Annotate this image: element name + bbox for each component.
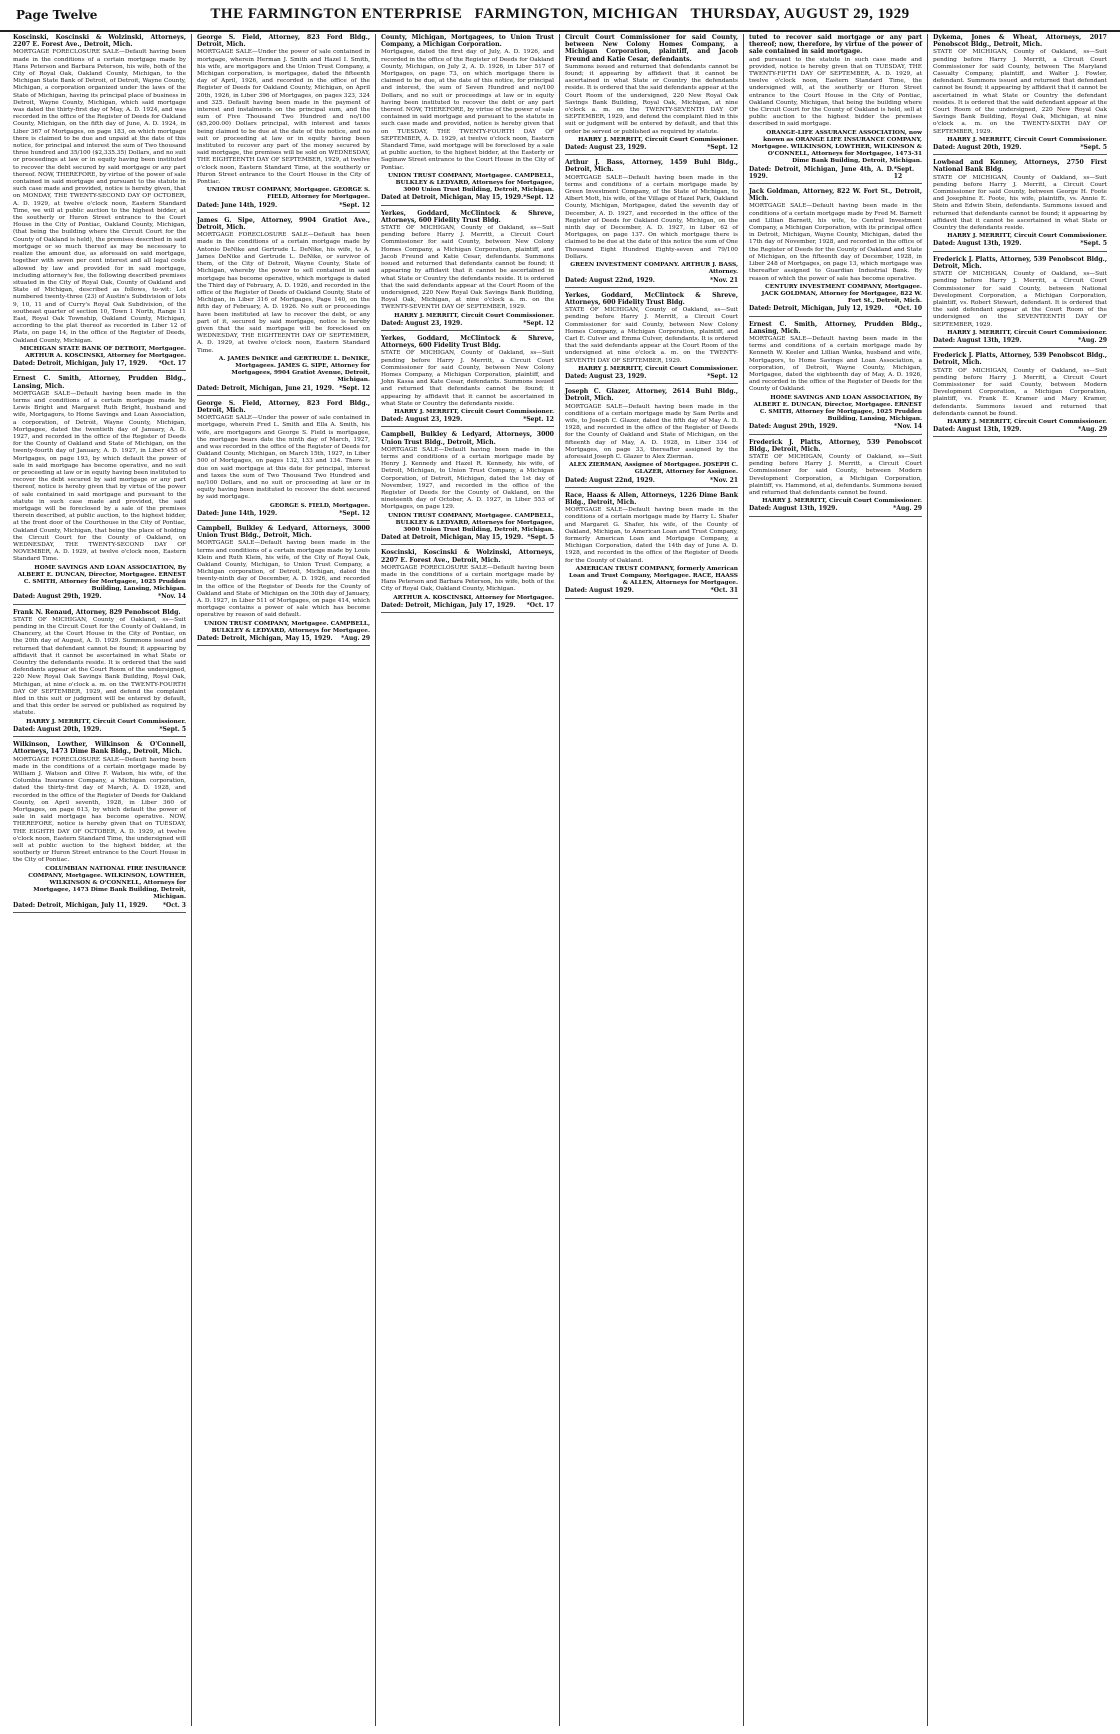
notice-run-date: *Aug. 29 — [893, 505, 922, 513]
notice-signature: HARRY J. MERRITT, Circuit Court Commissioner. — [578, 136, 738, 143]
notice-heading: Yerkes, Goddard, McClintock & Shreve, Attorneys, 600 Fidelity Trust Bldg. — [565, 291, 738, 306]
notice-date: Dated: August 23, 1929. — [565, 144, 647, 152]
notice-date: Dated: Detroit, Michigan, July 12, 1929. — [749, 305, 884, 313]
column-1 — [8, 34, 192, 1726]
notice-date: Dated: August 29th, 1929. — [749, 423, 838, 431]
notice-body: MORTGAGE SALE—Default having been made in the terms and conditions of a certain mortgage made by Lewis Bright and Margaret Ruth Bright, husband and wife, Mortgagors, to Home Savings and Loan Association, a corporation, of Detroit, Wayne County, Michigan, Mortgagee, dated the twentieth day of January, A. D. 1927, and recorded in the office of the Register of Deeds for the County of Oakland and State of Michigan, on the twenty-fourth day of January, A. D. 1927, in Liber 455 of Mortgages, on page 193, by which default the power of sale in said mortgage has become operative, and no suit or proceeding at law or in equity having been instituted to recover the debt secured by said mortgage or any part thereof, notice is hereby given that by virtue of the power of sale contained in said mortgage and pursuant to the statute in such case made and provided, the said mortgage will be foreclosed by a sale of the premises therein described, at public auction, to the highest bidder, at the front door of the Courthouse in the City of Pontiac, Oakland County, Michigan, that being the place of holding the Circuit Court for the County of Oakland, on WEDNESDAY, THE TWENTY-SECOND DAY OF NOVEMBER, A. D. 1929, at twelve o'clock noon, Eastern Standard Time. — [13, 390, 186, 563]
notice-run-date: *Sept. 12 — [339, 384, 370, 392]
paper-name: THE FARMINGTON ENTERPRISE — [210, 6, 463, 22]
notice-footer — [749, 423, 922, 430]
notice-body: MORTGAGE SALE—Default having been made in the conditions of a certain mortgage made by Sam Perlis and wife, to Joseph C. Glazer, dated the fifth day of May A. D. 1928, and recorded in the office of the Register of Deeds for the County of Oakland and State of Michigan, on the fifteenth day of May, A. D. 1928, in Liber 334 of Mortgages, on page 33, thereafter assigned by the aforesaid Joseph C. Glazer to Alex Zierman. — [565, 403, 738, 460]
legal-notice — [749, 321, 922, 435]
notice-body: MORTGAGE SALE—Default having been made in the terms and conditions of a certain mortgage made by Henry J. Kennedy and Hazel R. Kennedy, his wife, of Detroit, Michigan, to Union Trust Company, a Michigan Corporation, of Detroit, Michigan, dated the 1st day of November, 1927, and recorded in the office of the Register of Deeds for the County of Oakland, on the nineteenth day of October, A. D. 1927, in Liber 553 of Mortgages, on page 129. — [381, 446, 554, 511]
legal-notice — [197, 217, 370, 396]
notice-footer — [749, 166, 922, 180]
notice-run-date: *Sept. 12 — [523, 194, 554, 202]
notice-signature: HARRY J. MERRITT, Circuit Court Commissioner. — [394, 408, 554, 415]
notice-signature: UNION TRUST COMPANY, Mortgagee. GEORGE S. FIELD, Attorney for Mortgagee. — [206, 187, 370, 201]
notice-body: MORTGAGE FORECLOSURE SALE—Default having been made in the conditions of a certain mortgage made by Hans Peterson and Barbara Peterson, his wife, both of the City of Royal Oak, Oakland County, Michigan. — [381, 564, 554, 593]
notice-date: Dated at Detroit, Michigan, May 15, 1929. — [381, 194, 524, 202]
legal-notice — [565, 388, 738, 488]
notice-body: MORTGAGE SALE—Under the power of sale contained in mortgage, wherein Herman J. Smith and Hazel I. Smith, his wife, are mortgagors and the Union Trust Company, a Michigan corporation, is mortgagee, dated the fifteenth day of April, 1926, and recorded in the office of the Register of Deeds for Oakland County, Michigan, on April 20th, 1926, in Liber 396 of Mortgages, on pages 323, 324 and 325. Default having been made in the payment of interest and instalments on the principal sum, and the sum of Five Thousand Two Hundred and no/100 ($5,200.00) Dollars principal, with interest and taxes being claimed to be due at the date of this notice, and no suit or proceeding at law or in equity having been instituted to recover any part of the money secured by said mortgage, the premises will be sold on WEDNESDAY, THE EIGHTEENTH DAY OF SEPTEMBER, 1929, at twelve o'clock noon, Eastern Standard Time, at the southerly or Huron Street entrance to the Court House in the City of Pontiac. — [197, 49, 370, 186]
notice-footer — [933, 426, 1107, 433]
notice-date: Dated: August 23, 1929. — [381, 416, 463, 424]
notice-date: Dated at Detroit, Michigan, May 15, 1929. — [381, 534, 524, 542]
notice-run-date: *Nov. 14 — [893, 423, 922, 431]
notice-body: Mortgagee, dated the first day of July, A. D. 1926, and recorded in the office of the Register of Deeds for Oakland County, Michigan, on July 2, A. D. 1926, in Liber 517 of Mortgages, on page 73, on which mortgage there is claimed to be due, at the date of this notice, for principal and interest, the sum of Seven Hundred and no/100 Dollars, and no suit or proceedings at law or in equity having been instituted to recover the debt or any part thereof. NOW, THEREFORE, by virtue of the power of sale contained in said mortgage and pursuant to the statute in such case made and provided, notice is hereby given that on TUESDAY, THE TWENTY-FOURTH DAY OF SEPTEMBER, A. D. 1929, at twelve o'clock noon, Eastern Standard Time, said mortgage will be foreclosed by a sale at public auction, to the highest bidder, at the Easterly or Saginaw Street entrance to the Court House in the City of Pontiac. — [381, 49, 554, 171]
legal-notice — [749, 34, 922, 184]
notice-heading: George S. Field, Attorney, 823 Ford Bldg., Detroit, Mich. — [197, 399, 370, 414]
notice-run-date: *Nov. 21 — [709, 276, 738, 284]
notice-footer — [197, 635, 370, 642]
notice-body: and pursuant to the statute in such case made and provided, notice is hereby given that on TUESDAY, THE TWENTY-FIFTH DAY OF SEPTEMBER, A. D. 1929, at twelve o'clock noon, Eastern Standard Time, the undersigned will, at the southerly or Huron Street entrance to the Court House in the City of Pontiac, Oakland County, Michigan, that being the building where the Circuit Court for the County of Oakland is held, sell at public auction to the highest bidder the premises described in said mortgage. — [749, 56, 922, 128]
notice-signature: UNION TRUST COMPANY, Mortgagee. CAMPBELL, BULKLEY & LEDYARD, Attorneys for Mortgagee, 3000 Union Trust Building, Detroit, Michigan. — [387, 172, 554, 194]
notice-signature: HOME SAVINGS AND LOAN ASSOCIATION, By ALBERT E. DUNCAN, Director, Mortgagee. ERNEST C. SMITH, Attorney for Mortgagee, 1025 Prudden Building, Lansing, Michigan. — [17, 564, 186, 593]
notice-date: Dated: August 13th, 1929. — [933, 336, 1022, 344]
notice-run-date: *Sept. 12 — [523, 319, 554, 327]
notice-signature: UNION TRUST COMPANY, Mortgagee. CAMPBELL, BULKLEY & LEDYARD, Attorneys for Mortgagee, 3000 Union Trust Building, Detroit, Michigan. — [387, 512, 554, 533]
notice-footer — [565, 373, 738, 380]
notice-heading: Ernest C. Smith, Attorney, Prudden Bldg., Lansing, Mich. — [13, 375, 186, 390]
legal-notice — [565, 492, 738, 599]
notice-footer — [13, 726, 186, 733]
notice-signature: COLUMBIAN NATIONAL FIRE INSURANCE COMPANY, Mortgagee. WILKINSON, LOWTHER, WILKINSON & O'CONNELL, Attorneys for Mortgagee, 1473 Dime Bank Building, Detroit, Michigan. — [28, 865, 186, 901]
legal-notice — [565, 159, 738, 287]
notice-footer — [197, 202, 370, 209]
notice-date: Dated: August 29th, 1929. — [13, 593, 102, 601]
notice-run-date: *Sept. 5 — [159, 725, 186, 733]
notice-footer — [197, 385, 370, 392]
legal-notice — [933, 256, 1107, 348]
notice-heading: Frank N. Renaud, Attorney, 829 Penobscot Bldg. — [13, 608, 181, 616]
notice-run-date: *Sept. 12 — [523, 416, 554, 424]
notice-run-date: *Sept. 12 — [707, 144, 738, 152]
notice-run-date: *Sept. 12 — [707, 372, 738, 380]
notice-heading: Dykema, Jones & Wheat, Attorneys, 2017 Penobscot Bldg., Detroit, Mich. — [933, 34, 1107, 49]
notice-date: Dated: August 13th, 1929. — [933, 426, 1022, 434]
notice-date: Dated: Detroit, Michigan, June 4th, A. D. 1929. — [749, 165, 894, 180]
legal-notice — [13, 741, 186, 913]
newspaper-title — [0, 6, 1120, 23]
notice-date: Dated: August 13th, 1929. — [933, 240, 1022, 248]
notice-signature: HARRY J. MERRITT, Circuit Court Commissioner. — [762, 498, 922, 505]
notice-heading: Circuit Court Commissioner for said County, between New Colony Homes Company, a Michigan Corporation, plaintiff, and Jacob Freund and Katie Cesar, defendants. — [565, 34, 738, 63]
notice-heading: Lowbead and Kenney, Attorneys, 2750 First National Bank Bldg. — [933, 159, 1107, 174]
notice-footer — [565, 477, 738, 484]
notice-run-date: *Oct. 17 — [526, 601, 554, 609]
notice-body: STATE OF MICHIGAN, County of Oakland, ss—Suit pending before Harry J. Merritt, a Circuit Court Commissioner for said County, between Modern Development Corporation, a Michigan Corporation, plaintiff, vs. Hammond, et al, defendants. Summons issued and returned that defendants cannot be found. — [749, 453, 922, 496]
column-3 — [376, 34, 560, 1726]
notice-body: MORTGAGE SALE—Default having been made in the conditions of a certain mortgage made by Fred M. Barnett and Lillian Barnett, his wife, to Central Investment Company, a Michigan Corporation, with its principal office in Detroit, Michigan, Wayne County, Michigan, dated the 17th day of November, 1928, and recorded in the office of the Register of Deeds for the County of Oakland and State of Michigan, on the fifteenth day of December, 1928, in Liber 248 of Mortgages, on page 13, which mortgage was thereafter assigned to Guardian Industrial Bank. By reason of which the power of sale has become operative. — [749, 203, 922, 282]
notice-heading: Ernest C. Smith, Attorney, Prudden Bldg., Lansing, Mich. — [749, 320, 922, 335]
notice-body: MORTGAGE SALE—Default having been made in the terms and conditions of a certain mortgage made by Louis Klein and Ruth Klein, his wife, of the City of Royal Oak, Oakland County, Michigan, to Union Trust Company, a Michigan corporation, of Detroit, Michigan, dated the twenty-ninth day of December, A. D. 1926, and recorded in the office of the Register of Deeds for the County of Oakland and State of Michigan on the 30th day of January, A. D. 1927, in Liber 511 of Mortgages, on page 414, which mortgage contains a power of sale which has become operative by reason of said default. — [197, 540, 370, 619]
notice-run-date: *Sept. 5 — [527, 534, 554, 542]
notice-signature: MICHIGAN STATE BANK OF DETROIT, Mortgagee. ARTHUR A. KOSCINSKI, Attorney for Mortgagee. — [19, 345, 186, 359]
legal-notice — [749, 188, 922, 316]
notice-heading: Wilkinson, Lowther, Wilkinson & O'Connell, Attorneys, 1473 Dime Bank Bldg., Detroit, Mich. — [13, 741, 186, 756]
notice-date: Dated: August 22nd, 1929. — [565, 276, 655, 284]
legal-notice — [197, 34, 370, 213]
page-number: Page Twelve — [16, 8, 98, 22]
legal-notice — [933, 352, 1107, 437]
notice-signature: HARRY J. MERRITT, Circuit Court Commissioner. — [394, 312, 554, 319]
column-2 — [192, 34, 376, 1726]
notice-footer — [749, 505, 922, 512]
notice-signature: ALEX ZIERMAN, Assignee of Mortgagee. JOSEPH C. GLAZER, Attorney for Assignee. — [569, 462, 738, 476]
notice-signature: GREEN INVESTMENT COMPANY. ARTHUR J. BASS, Attorney. — [570, 262, 738, 276]
notice-run-date: *Aug. 29 — [341, 635, 370, 643]
notice-body: MORTGAGE SALE—Default having been made in the terms and conditions of a certain mortgage made by Green Investment Company, of the State of Michigan, to Albert Mott, his wife, of the Village of Hazel Park, Oakland County, Michigan, Mortgagee, dated the seventh day of December, A. D. 1927, and recorded in the office of the Register of Deeds for Oakland County, Michigan, on the ninth day of December, A. D. 1927, in Liber 62 of Mortgages, on page 137. On which mortgage there is claimed to be due at the date of this notice the sum of One Thousand Eight Hundred Eighty-seven and 79/100 Dollars. — [565, 174, 738, 260]
column-5 — [744, 34, 928, 1726]
notice-run-date: *Sept. 12 — [893, 165, 915, 180]
notice-body: MORTGAGE SALE—Default having been made in the conditions of a certain mortgage made by Harry L. Shafer and Margaret G. Shafer, his wife, of the County of Oakland, Michigan, to American Loan and Trust Company, formerly American Loan and Mortgage Company, a Michigan Corporation, dated the 14th day of June A. D. 1928, and recorded in the office of the Register of Deeds for the County of Oakland. — [565, 507, 738, 564]
legal-notice — [933, 34, 1107, 155]
notice-signature: AMERICAN TRUST COMPANY, formerly American Loan and Trust Company, Mortgagee. RACE, HAASS & ALLEN, Attorneys for Mortgagee. — [569, 565, 738, 587]
notice-body: STATE OF MICHIGAN, County of Oakland, ss—Suit pending in the Circuit Court for the County of Oakland, in Chancery, at the Court House in the City of Pontiac, on the 20th day of August, A. D. 1929. Summons issued and returned that defendant cannot be found; it appearing by affidavit that it cannot be ascertained in what State or Country the defendants reside. It is ordered that the said defendants appear at the Court Room of the undersigned, 220 New Royal Oak Savings Bank Building, Royal Oak, Michigan, at nine o'clock a. m. on the TWENTY-FOURTH DAY OF SEPTEMBER, 1929, and defend the complaint filed in this suit or judgment will be entered by default, and that this order be served or published as required by statute. — [13, 616, 186, 717]
legal-notice — [13, 34, 186, 371]
notice-date: Dated: June 14th, 1929. — [197, 509, 278, 517]
notice-run-date: *Sept. 12 — [339, 509, 370, 517]
notice-run-date: *Sept. 5 — [1080, 240, 1107, 248]
notice-heading: Yerkes, Goddard, McClintock & Shreve, Attorneys, 600 Fidelity Trust Bldg. — [381, 209, 554, 224]
notice-signature: ORANGE-LIFE ASSURANCE ASSOCIATION, now known as ORANGE LIFE INSURANCE COMPANY, Mortgagee. WILKINSON, LOWTHER, WILKINSON & O'CONNELL, Attorneys for Mortgagee, 1473-31 Dime Bank Building, Detroit, Michigan. — [751, 129, 922, 165]
legal-notice — [381, 549, 554, 613]
notice-heading: tuted to recover said mortgage or any part thereof; now, therefore, by virtue of the power of sale contained in said mortgage. — [749, 34, 922, 56]
notice-signature: HARRY J. MERRITT, Circuit Court Commissioner. — [578, 365, 738, 372]
notice-footer — [13, 593, 186, 600]
notice-heading: Koscinski, Koscinski & Wolzinski, Attorneys, 2207 E. Forest Ave., Detroit, Mich. — [13, 34, 186, 49]
notice-body: MORTGAGE SALE—Default having been made in the terms and conditions of a certain mortgage made by Kenneth W. Keeler and Lillian Wanka, husband and wife, Mortgagors, to Home Savings and Loan Association, a corporation, of Detroit, Wayne County, Michigan, Mortgagee, dated the eighteenth day of May, A. D. 1926, and recorded in the office of the Register of Deeds for the County of Oakland. — [749, 335, 922, 393]
notice-date: Dated: August 13th, 1929. — [749, 505, 838, 513]
notice-body: STATE OF MICHIGAN, County of Oakland, ss—Suit pending before Harry J. Merritt, a Circuit Court Commissioner for said County, between The Maryland Casualty Company, plaintiff, and Walter J. Fowler, defendant. Summons issued and returned that defendant cannot be found; it appearing by affidavit that it cannot be ascertained in what State or Country the defendant resides. It is ordered that the said defendant appear at the Court Room of the undersigned, 220 New Royal Oak Savings Bank Building, Royal Oak, Michigan, at nine o'clock a. m. on the TWENTY-SIXTH DAY OF SEPTEMBER, 1929. — [933, 49, 1107, 135]
notice-run-date: *Aug. 29 — [1078, 426, 1107, 434]
notice-heading: Arthur J. Bass, Attorney, 1459 Buhl Bldg., Detroit, Mich. — [565, 159, 738, 174]
masthead — [0, 0, 1120, 32]
notice-body: MORTGAGE FORECLOSURE SALE—Default having been made in the conditions of a certain mortgage made by Hans Peterson and Barbara Peterson, his wife, both of the City of Royal Oak, Oakland County, Michigan, to the Michigan State Bank of Detroit, of Detroit, Wayne County, Michigan, a corporation organized under the laws of the State of Michigan, having its principal place of business in Detroit, Wayne County, Michigan, which said mortgage was dated the thirty-first day of May, A. D. 1924, and was recorded in the office of the Register of Deeds for Oakland County, Michigan, on the fifth day of June, A. D. 1924, in Liber 367 of Mortgages, on page 183, on which mortgage there is claimed to be due and unpaid at the date of this notice, for principal and interest the sum of Two thousand three hundred and 35/100 ($2,335.35) Dollars, and no suit or proceedings at law or in equity having been instituted to recover the debt secured by said mortgage or any part thereof. NOW, THEREFORE, by virtue of the power of sale contained in said mortgage and pursuant to the statute in such case made and provided, notice is hereby given, that on MONDAY, THE TWENTY-SECOND DAY OF OCTOBER, A. D. 1929, at twelve o'clock noon, Eastern Standard Time, we will at public auction to the highest bidder, at the southerly or Huron Street entrance to the Court House in the City of Pontiac, Oakland County, Michigan, (that being the building where the Circuit Court for the County of Oakland is held), the premises described in said mortgage or so much thereof as may be necessary to realize the amount due, as aforesaid on said mortgage, together with seven per cent interest and all legal costs allowed by law and provided for in said mortgage, including attorney's fee, the following described premises situated in the City of Royal Oak, County of Oakland and State of Michigan, described as follows, to-wit: Lot numbered twenty-three (23) of Austin's Subdivision of lots 9, 10, 11 and of Curry's Royal Oak Subdivision, of the southeast quarter of section 10, Town 1 North, Range 11 East, Royal Oak Township, Oakland County, Michigan, according to the plat thereof as recorded in Liber 12 of Plats, on page 14, in the office of the Register of Deeds, Oakland County, Michigan. — [13, 49, 186, 344]
notice-body: STATE OF MICHIGAN, County of Oakland, ss—Suit pending before Harry J. Merritt, a Circuit Court Commissioner for said County, between New Colony Homes Company, a Michigan Corporation, plaintiff, and Jacob Freund and Katie Cesar, defendants. Summons issued and returned that defendants cannot be found; it appearing by affidavit that it cannot be ascertained in what State or Country the defendants reside. It is ordered that the said defendants appear at the Court Room of the undersigned, 220 New Royal Oak Savings Bank Building, Royal Oak, Michigan, at nine o'clock a. m. on the TWENTY-SEVENTH DAY OF SEPTEMBER, 1929. — [381, 225, 554, 311]
notice-run-date: *Oct. 31 — [710, 587, 738, 595]
notice-date: Dated: Detroit, Michigan, July 17, 1929. — [381, 601, 516, 609]
notice-body: STATE OF MICHIGAN, County of Oakland, ss—Suit pending before Harry J. Merritt, a Circuit Court Commissioner for said County, between New Colony Homes Company, a Michigan Corporation, plaintiff, and John Kassa and Kate Cesar, defendants. Summons issued and returned that defendants cannot be found; it appearing by affidavit that it cannot be ascertained in what State or Country the defendants reside. — [381, 350, 554, 407]
notice-run-date: *Oct. 17 — [158, 360, 186, 368]
notice-signature: CENTURY INVESTMENT COMPANY, Mortgagee. JACK GOLDMAN, Attorney for Mortgagee, 822 W. Fort St., Detroit, Mich. — [761, 283, 922, 305]
legal-notice — [13, 609, 186, 737]
notice-date: Dated: August 23, 1929. — [381, 319, 463, 327]
notice-run-date: *Sept. 5 — [1080, 144, 1107, 152]
notice-signature: A. JAMES DeNIKE and GERTRUDE L. DeNIKE, Mortgagees. JAMES G. SIPE, Attorney for Mortgagees, 9904 Gratiot Avenue, Detroit, Michigan. — [218, 355, 370, 384]
notice-body: STATE OF MICHIGAN, County of Oakland, ss—Suit pending before Harry J. Merritt, a Circuit Court Commissioner for said County, between New Colony Homes Company, a Michigan Corporation, plaintiff, and Carl E. Culver and Emma Culver, defendants. It is ordered that the said defendants appear at the Court Room of the undersigned at nine o'clock a. m. on the TWENTY-SEVENTH DAY OF SEPTEMBER, 1929. — [565, 307, 738, 364]
notice-run-date: *Nov. 14 — [157, 593, 186, 601]
notice-heading: Race, Haass & Allen, Attorneys, 1226 Dime Bank Bldg., Detroit, Mich. — [565, 491, 738, 506]
notice-heading: Campbell, Bulkley & Ledyard, Attorneys, 3000 Union Trust Bldg., Detroit, Mich. — [197, 525, 370, 540]
notice-date: Dated: Detroit, Michigan, June 21, 1929. — [197, 384, 334, 392]
notice-columns — [8, 34, 1112, 1726]
notice-date: Dated: August 20th, 1929. — [933, 144, 1022, 152]
notice-footer — [933, 337, 1107, 344]
legal-notice — [381, 335, 554, 427]
notice-date: Dated: Detroit, Michigan, July 17, 1929. — [13, 360, 148, 368]
notice-body: MORTGAGE FORECLOSURE SALE—Default having been made in the conditions of a certain mortgage made by William J. Watson and Olive F. Watson, his wife, of the Columbia Insurance Company, a Michigan corporation, dated the thirty-first day of March, A. D. 1928, and recorded in the office of the Register of Deeds for Oakland County, on April seventh, 1928, in Liber 360 of Mortgages, on page 613, by which default the power of sale in said mortgage has become operative. NOW, THEREFORE, notice is hereby given that on TUESDAY, THE EIGHTH DAY OF OCTOBER, A. D. 1929, at twelve o'clock noon, Eastern Standard Time, the undersigned will sell at public auction to the highest bidder, at the southerly or Huron Street entrance to the Court House in the City of Pontiac. — [13, 756, 186, 864]
notice-heading: George S. Field, Attorney, 823 Ford Bldg., Detroit, Mich. — [197, 34, 370, 49]
legal-notice — [197, 400, 370, 521]
notice-footer — [197, 510, 370, 517]
notice-signature: HOME SAVINGS AND LOAN ASSOCIATION, By ALBERT E. DUNCAN, Director, Mortgagee. ERNEST C. SMITH, Attorney for Mortgagee, 1025 Prudden Building, Lansing, Michigan. — [753, 394, 922, 423]
notice-footer — [381, 320, 554, 327]
notice-body: MORTGAGE SALE—Under the power of sale contained in mortgage, wherein Fred L. Smith and Ella A. Smith, his wife, are mortgagors and George S. Field is mortgagee, the mortgage bears date the ninth day of March, 1927, and was recorded in the office of the Register of Deeds for Oakland County, Michigan, on March 15th, 1927, in Liber 500 of Mortgages, on pages 132, 133 and 134. There is due on said mortgage at this date for principal, interest and taxes the sum of Two Thousand Two Hundred and no/100 Dollars, and no suit or proceeding at law or in equity having been instituted to recover the debt secured by said mortgage. — [197, 415, 370, 501]
notice-signature: HARRY J. MERRITT, Circuit Court Commissioner. — [947, 233, 1107, 240]
notice-date: Dated: June 14th, 1929. — [197, 201, 278, 209]
notice-signature: UNION TRUST COMPANY, Mortgagee. CAMPBELL, BULKLEY & LEDYARD, Attorneys for Mortgagee. — [203, 620, 370, 634]
notice-heading: Frederick J. Platts, Attorney, 539 Penobscot Bldg., Detroit, Mich. — [933, 255, 1107, 270]
notice-heading: Jack Goldman, Attorney, 822 W. Fort St., Detroit, Mich. — [749, 188, 922, 203]
notice-footer — [381, 602, 554, 609]
notice-date: Dated: August 1929. — [565, 587, 634, 595]
notice-signature: HARRY J. MERRITT, Circuit Court Commissioner. — [26, 718, 186, 725]
notice-footer — [749, 305, 922, 312]
notice-run-date: *Aug. 29 — [1078, 336, 1107, 344]
notice-run-date: *Sept. 12 — [339, 201, 370, 209]
notice-body: Summons issued and returned that defendants cannot be found; it appearing by affidavit that it cannot be ascertained in what State or Country the defendants reside. It is ordered that the said defendants appear at the Court Room of the undersigned, 220 New Royal Oak Savings Bank Building, Royal Oak, Michigan, at nine o'clock a. m. on the TWENTY-SEVENTH DAY OF SEPTEMBER, 1929, and defend the complaint filed in this suit or judgment will be entered by default, and that this order be served or published as required by statute. — [565, 63, 739, 135]
notice-heading: Koscinski, Koscinski & Wolzinski, Attorneys, 2207 E. Forest Ave., Detroit, Mich. — [381, 549, 554, 564]
notice-heading: Frederick J. Platts, Attorney, 539 Penobscot Bldg., Detroit, Mich. — [933, 352, 1107, 367]
notice-signature: GEORGE S. FIELD, Mortgagee. — [269, 502, 370, 509]
notice-heading: James G. Sipe, Attorney, 9904 Gratiot Ave., Detroit, Mich. — [197, 216, 370, 232]
notice-run-date: *Nov. 21 — [709, 476, 738, 484]
notice-body: MORTGAGE FORECLOSURE SALE—Default has been made in the conditions of a certain mortgage made by Antonio DeNike and Gertrude L. DeNike, his wife, to A. James DeNike and Gertrude L. DeNike, or survivor of them, of the City of Detroit, Wayne County, State of Michigan, whereby the power to sell contained in said mortgage has become operative, which mortgage is dated the Third day of February, A. D. 1926, and recorded in the office of the Register of Deeds of Oakland County, State of Michigan, in Liber 316 of Mortgages, Page 140, on the fifth day of February, A. D. 1926. No suit or proceedings have been instituted at law to recover the debt, or any part of it, secured by said mortgage, notice is hereby given that the said mortgage will be foreclosed on WEDNESDAY, THE EIGHTEENTH DAY OF SEPTEMBER, A. D. 1929, at twelve o'clock noon, Eastern Standard Time. — [197, 232, 370, 354]
paper-date: THURSDAY, AUGUST 29, 1929 — [690, 6, 910, 22]
notice-heading: Yerkes, Goddard, McClintock & Shreve, Attorneys, 600 Fidelity Trust Bldg. — [381, 334, 554, 350]
legal-notice — [565, 34, 738, 155]
notice-heading: Joseph C. Glazer, Attorney, 2614 Buhl Bldg., Detroit, Mich. — [565, 388, 738, 403]
notice-date: Dated: August 23, 1929. — [565, 372, 647, 380]
notice-footer — [565, 277, 738, 284]
notice-footer — [13, 360, 186, 367]
notice-signature: HARRY J. MERRITT, Circuit Court Commissioner. — [947, 418, 1107, 425]
notice-date: Dated: August 22nd, 1929. — [565, 476, 655, 484]
legal-notice — [381, 431, 554, 545]
notice-run-date: *Oct. 10 — [894, 305, 922, 313]
notice-date: Dated: August 20th, 1929. — [13, 725, 102, 733]
notice-heading: Frederick J. Platts, Attorney, 539 Penobscot Bldg., Detroit, Mich. — [749, 438, 922, 453]
notice-footer — [565, 144, 738, 151]
paper-place: FARMINGTON, MICHIGAN — [474, 6, 679, 22]
notice-body: STATE OF MICHIGAN, County of Oakland, ss—Suit pending before Harry J. Merritt, a Circuit Court Commissioner for said County, between George H. Foote and Josephine E. Foote, his wife, plaintiffs, vs. Annie E. Stein and Edwin Stein, defendants. Summons issued and returned that defendants cannot be found; it appearing by affidavit that it cannot be ascertained in what State or Country the defendants reside. — [933, 174, 1107, 232]
legal-notice — [197, 525, 370, 646]
notice-date: Dated: Detroit, Michigan, May 15, 1929. — [197, 635, 333, 643]
notice-signature: ARTHUR A. KOSCINSKI, Attorney for Mortgagee. — [393, 594, 554, 601]
notice-signature: HARRY J. MERRITT, Circuit Court Commissioner. — [947, 329, 1107, 336]
legal-notice — [381, 210, 554, 331]
notice-heading: County, Michigan, Mortgagees, to Union Trust Company, a Michigan Corporation. — [381, 34, 554, 49]
notice-footer — [933, 240, 1107, 247]
notice-footer — [565, 587, 738, 594]
legal-notice — [565, 292, 738, 384]
column-6 — [928, 34, 1112, 1726]
notice-footer — [381, 534, 554, 541]
legal-notice — [933, 159, 1107, 251]
notice-body: STATE OF MICHIGAN, County of Oakland, ss—Suit pending before Harry J. Merritt, a Circuit Court Commissioner for said County, between Modern Development Corporation, a Michigan Corporation, plaintiff, vs. Frank E. Kramer and Mary Kramer, defendants. Summons issued and returned that defendants cannot be found. — [933, 367, 1107, 417]
notice-signature: HARRY J. MERRITT, Circuit Court Commissioner. — [947, 136, 1107, 143]
notice-footer — [13, 902, 186, 909]
notice-footer — [381, 416, 554, 423]
legal-notice — [381, 34, 554, 206]
notice-footer — [933, 144, 1107, 151]
notice-footer — [381, 194, 554, 201]
legal-notice — [13, 375, 186, 604]
column-4 — [560, 34, 744, 1726]
notice-heading: Campbell, Bulkley & Ledyard, Attorneys, 3000 Union Trust Bldg., Detroit, Mich. — [381, 431, 554, 446]
legal-notice — [749, 439, 922, 517]
notice-date: Dated: Detroit, Michigan, July 11, 1929. — [13, 901, 148, 909]
notice-run-date: *Oct. 3 — [162, 901, 186, 909]
notice-body: STATE OF MICHIGAN, County of Oakland, ss—Suit pending before Harry J. Merritt, a Circuit Court Commissioner for said County, between National Development Corporation, a Michigan Corporation, plaintiff, vs. Robert Stewart, defendant. It is ordered that the said defendant appear at the Court Room of the undersigned on the SEVENTEENTH DAY OF SEPTEMBER, 1929. — [933, 271, 1107, 328]
